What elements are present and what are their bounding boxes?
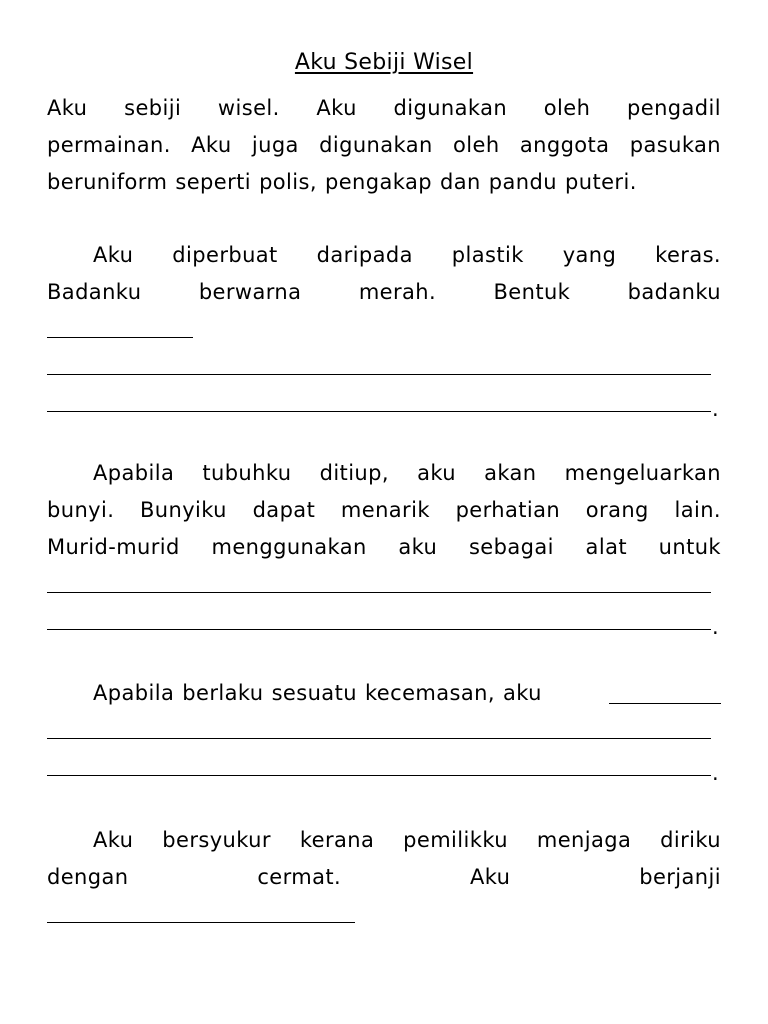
answer-blank-4a[interactable] — [47, 712, 721, 749]
paragraph-4-line-1: Apabila berlaku sesuatu kecemasan, aku — [93, 681, 542, 705]
answer-line — [47, 775, 711, 776]
full-stop: . — [712, 615, 720, 639]
paragraph-2 — [47, 237, 721, 422]
answer-line — [47, 374, 711, 375]
paragraph-1-line-2: permainan. Aku juga digunakan oleh anggota pasukan — [47, 133, 721, 157]
paragraph-5-line-2: dengan cermat. Aku berjanji — [47, 865, 721, 889]
answer-line — [47, 337, 193, 338]
paragraph-3-line-2: bunyi. Bunyiku dapat menarik perhatian orang lain. — [47, 498, 721, 522]
answer-line — [47, 629, 711, 630]
paragraph-4-line-1-row — [47, 675, 721, 712]
answer-line — [47, 738, 711, 739]
paragraph-1 — [47, 90, 721, 201]
answer-blank-2c[interactable] — [47, 385, 721, 422]
answer-line — [47, 411, 711, 412]
page-title: Aku Sebiji Wisel — [294, 50, 474, 75]
answer-blank-3b[interactable] — [47, 603, 721, 640]
paragraph-5 — [47, 822, 721, 933]
answer-blank-5a[interactable] — [47, 896, 721, 933]
answer-blank-3a[interactable] — [47, 566, 721, 603]
paragraph-1-line-3: beruniform seperti polis, pengakap dan pandu puteri. — [47, 170, 637, 194]
answer-blank-4b[interactable] — [47, 749, 721, 786]
paragraph-2-line-2: Badanku berwarna merah. Bentuk badanku — [47, 280, 721, 304]
full-stop: . — [712, 761, 720, 785]
paragraph-4 — [47, 675, 721, 786]
worksheet-page — [47, 0, 721, 1024]
answer-blank-2b[interactable] — [47, 348, 721, 385]
full-stop: . — [712, 397, 720, 421]
answer-line — [47, 592, 711, 593]
paragraph-1-line-1: Aku sebiji wisel. Aku digunakan oleh pengadil — [47, 96, 721, 120]
answer-line — [47, 922, 355, 923]
paragraph-3-line-1: Apabila tubuhku ditiup, aku akan mengeluarkan — [93, 461, 721, 485]
paragraph-5-line-1: Aku bersyukur kerana pemilikku menjaga diriku — [93, 828, 721, 852]
paragraph-2-line-1: Aku diperbuat daripada plastik yang keras. — [93, 243, 721, 267]
answer-blank-2a[interactable] — [47, 311, 721, 348]
answer-blank-4-inline[interactable] — [609, 679, 721, 704]
paragraph-3-line-3: Murid-murid menggunakan aku sebagai alat untuk — [47, 535, 721, 559]
paragraph-3 — [47, 455, 721, 640]
